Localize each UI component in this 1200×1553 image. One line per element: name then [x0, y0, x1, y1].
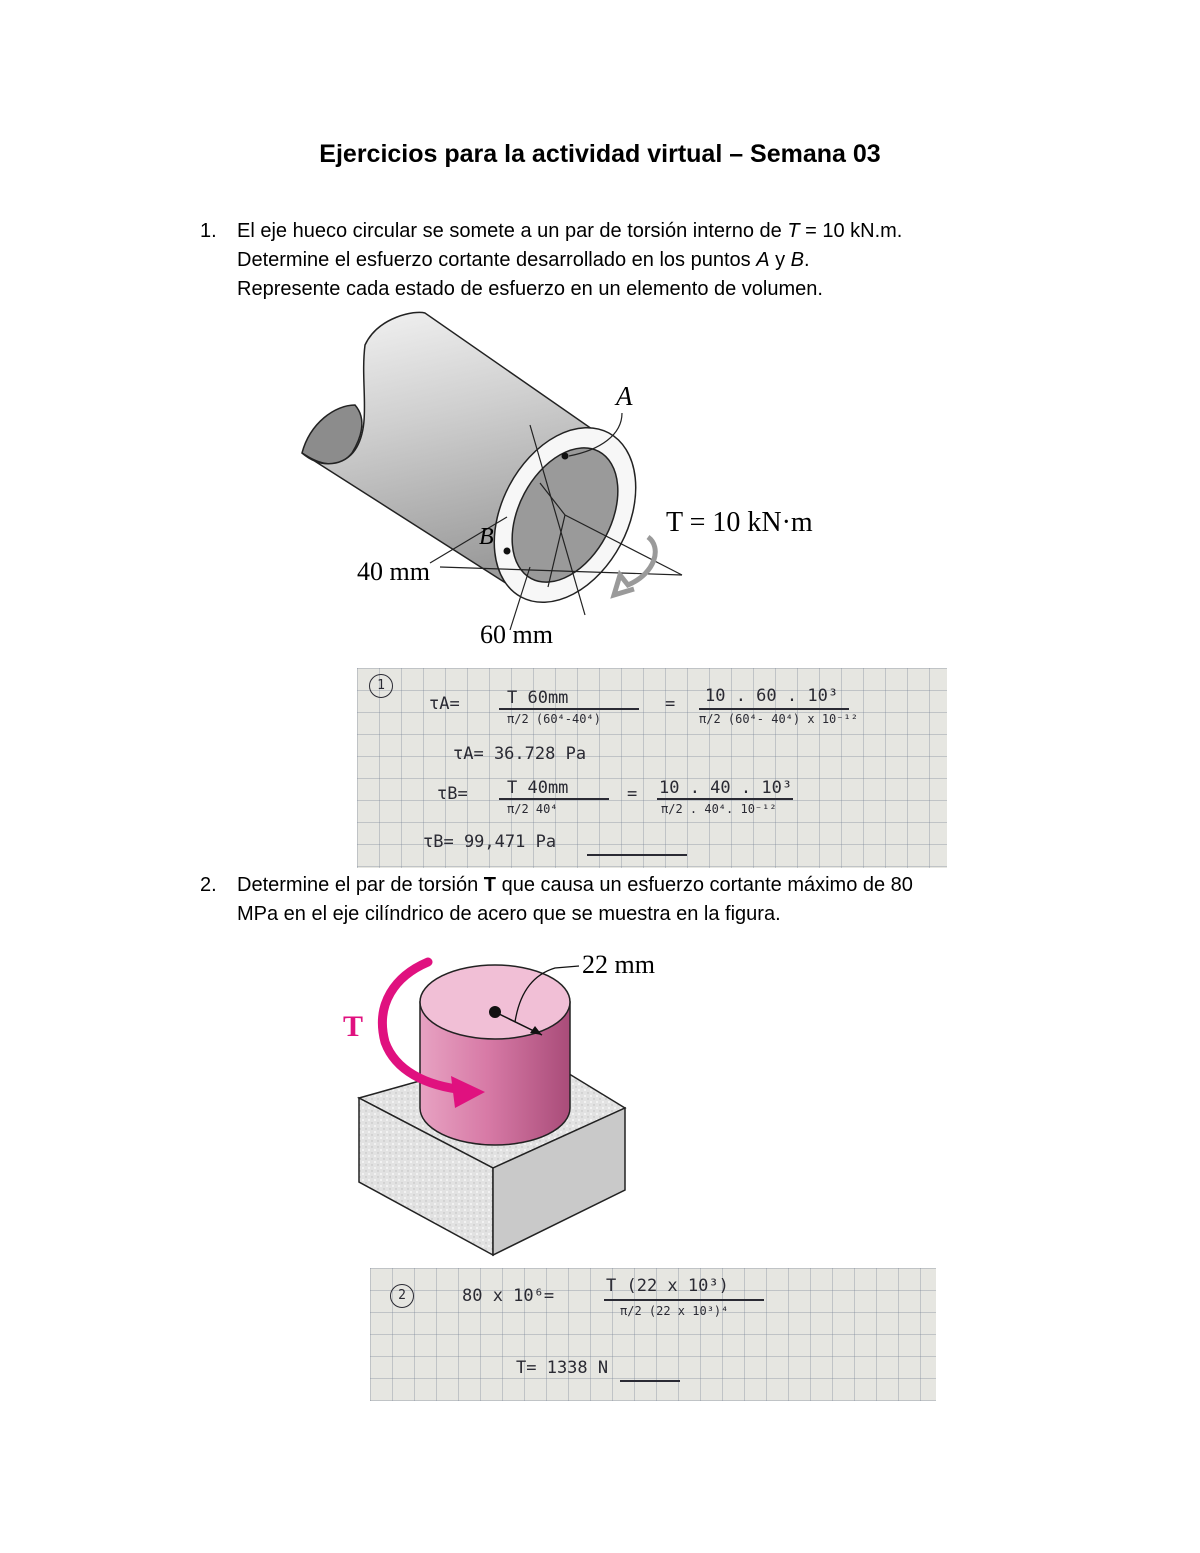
- tau-b-definition: τB=: [437, 784, 468, 804]
- tau-a-substituted-denominator: π/2 (60⁴- 40⁴) x 10⁻¹²: [699, 712, 858, 726]
- statement-line: El eje hueco circular se somete a un par de torsión interno de T = 10 kN.m.: [237, 220, 903, 242]
- tau-b-result: τB= 99,471 Pa: [423, 832, 557, 852]
- tau-a-denominator: π/2 (60⁴-40⁴): [507, 712, 601, 726]
- fraction-bar: [604, 1299, 764, 1301]
- tau-b-numerator: T 40mm: [507, 778, 569, 798]
- page-title: Ejercicios para la actividad virtual – Semana 03: [319, 140, 881, 168]
- tau-a-numerator: T 60mm: [507, 688, 569, 708]
- tau-a-result: τA= 36.728 Pa: [453, 744, 587, 764]
- exercise-statement: [237, 217, 1047, 304]
- tau-b-substituted-denominator: π/2 . 40⁴. 10⁻¹²: [661, 802, 777, 816]
- point-a: [562, 453, 569, 460]
- cylinder-top: [420, 965, 570, 1039]
- result-underline: [587, 854, 687, 856]
- torque-result: T= 1338 N: [516, 1358, 609, 1378]
- point-b: [504, 548, 511, 555]
- exercise-number: 1.: [200, 220, 217, 242]
- exercise-number: 2.: [200, 874, 217, 896]
- exercise-statement: [237, 871, 1047, 929]
- handwritten-solution-2: [370, 1268, 936, 1401]
- label-b: B: [479, 524, 494, 550]
- statement-line: Represente cada estado de esfuerzo en un elemento de volumen.: [237, 278, 823, 300]
- equation-denominator: π/2 (22 x 10³)⁴: [620, 1304, 729, 1318]
- equals-sign: =: [665, 694, 676, 714]
- statement-line: Determine el par de torsión T que causa un esfuerzo cortante máximo de 80: [237, 874, 913, 896]
- fraction-bar: [657, 798, 793, 800]
- tau-a-substituted-numerator: 10 . 60 . 10³: [705, 686, 839, 706]
- handwritten-solution-1: [357, 668, 947, 868]
- result-underline: [620, 1380, 680, 1382]
- inner-dimension-label: 40 mm: [357, 557, 430, 586]
- torque-label: T = 10 kN·m: [666, 507, 813, 538]
- tau-b-substituted-numerator: 10 . 40 . 10³: [659, 778, 793, 798]
- solid-shaft-drawing: [325, 950, 685, 1265]
- outer-dimension-label: 60 mm: [480, 620, 553, 649]
- tau-b-denominator: π/2 40⁴: [507, 802, 558, 816]
- hollow-shaft-drawing: [290, 305, 870, 665]
- fraction-bar: [499, 708, 639, 710]
- tau-a-definition: τA=: [429, 694, 460, 714]
- fraction-bar: [699, 708, 849, 710]
- torque-label: T: [343, 1010, 364, 1043]
- equals-sign: =: [627, 784, 638, 804]
- radius-label: 22 mm: [582, 950, 655, 979]
- solid-shaft-figure: [325, 950, 685, 1265]
- label-a: A: [616, 381, 633, 411]
- hollow-shaft-figure: [290, 305, 870, 665]
- equation-numerator: T (22 x 10³): [606, 1276, 729, 1296]
- circled-number: 1: [369, 674, 393, 698]
- statement-line: MPa en el eje cilíndrico de acero que se muestra en la figura.: [237, 903, 781, 925]
- equation-lhs: 80 x 10⁶=: [462, 1286, 555, 1306]
- fraction-bar: [499, 798, 609, 800]
- circled-number: 2: [390, 1284, 414, 1308]
- statement-line: Determine el esfuerzo cortante desarrollado en los puntos A y B.: [237, 249, 810, 271]
